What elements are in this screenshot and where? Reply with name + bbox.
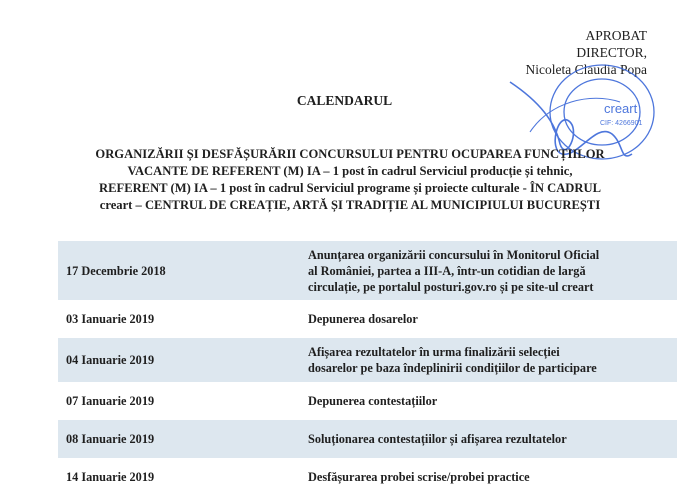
event-line: circulație, pe portalul posturi.gov.ro și pe site-ul creart	[308, 279, 594, 294]
event-date: 17 Decembrie 2018	[58, 241, 300, 300]
document-subtitle	[55, 146, 645, 214]
event-line: Afișarea rezultatelor în urma finalizării selecției	[308, 345, 560, 359]
event-description	[300, 420, 677, 458]
event-description	[300, 300, 677, 338]
event-description	[300, 382, 677, 420]
subtitle-line: VACANTE DE REFERENT (M) IA – 1 post în cadrul Serviciul producție și tehnic,	[127, 164, 573, 178]
subtitle-line: REFERENT (M) IA – 1 post în cadrul Serviciul programe și proiecte culturale - ÎN CADRUL	[99, 181, 601, 195]
event-line: Depunerea contestațiilor	[308, 394, 438, 408]
event-date: 04 Ianuarie 2019	[58, 338, 300, 382]
table-row	[58, 458, 677, 496]
event-date: 08 Ianuarie 2019	[58, 420, 300, 458]
table-row	[58, 338, 677, 382]
approval-role: DIRECTOR,	[576, 45, 647, 60]
event-description	[300, 458, 677, 496]
stamp-cif: CIF: 4266901	[600, 120, 643, 127]
event-description	[300, 338, 677, 382]
event-line: dosarelor pe baza îndeplinirii condițiilor de participare	[308, 361, 597, 375]
subtitle-line: ORGANIZĂRII ȘI DESFĂȘURĂRII CONCURSULUI PENTRU OCUPAREA FUNCȚIILOR	[95, 147, 605, 161]
event-date: 14 Ianuarie 2019	[66, 470, 155, 484]
event-line: Soluționarea contestațiilor și afișarea rezultatelor	[308, 432, 567, 446]
event-line: Desfășurarea probei scrise/probei practice	[308, 470, 530, 484]
table-row	[58, 300, 677, 338]
subtitle-line: creart – CENTRUL DE CREAȚIE, ARTĂ ȘI TRADIȚIE AL MUNICIPIULUI BUCUREȘTI	[99, 198, 601, 212]
table-row	[58, 382, 677, 420]
page-title: CALENDARUL	[296, 93, 393, 108]
event-date: 03 Ianuarie 2019	[66, 312, 155, 326]
approval-label: APROBAT	[585, 28, 647, 43]
calendar-table	[58, 241, 677, 496]
event-line: al României, partea a III-A, într-un cotidian de largă	[308, 263, 586, 278]
table-row	[58, 241, 677, 300]
event-line: Depunerea dosarelor	[308, 312, 418, 326]
event-description	[300, 241, 677, 300]
approval-name: Nicoleta Claudia Popa	[525, 62, 647, 77]
table-row	[58, 420, 677, 458]
event-line: Anunțarea organizării concursului în Monitorul Oficial	[308, 247, 600, 262]
event-date: 07 Ianuarie 2019	[66, 394, 155, 408]
stamp-brand: creart	[604, 101, 638, 116]
